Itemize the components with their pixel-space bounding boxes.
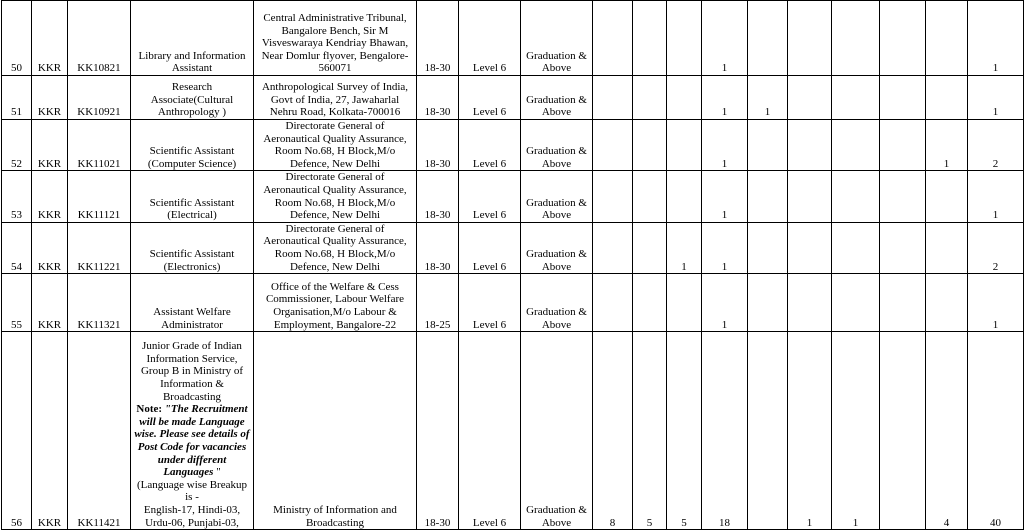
vacancy-col-2: 5 — [633, 332, 667, 530]
region: KKR — [32, 1, 68, 76]
vacancy-col-6 — [788, 76, 832, 120]
pay-level: Level 6 — [459, 76, 521, 120]
vacancy-col-5 — [748, 222, 788, 273]
vacancy-col-7: 1 — [832, 332, 880, 530]
serial-no: 50 — [2, 1, 32, 76]
serial-no: 54 — [2, 222, 32, 273]
post-code: KK10921 — [68, 76, 131, 120]
vacancy-col-5 — [748, 171, 788, 222]
post-name: Assistant Welfare Administrator — [131, 274, 254, 332]
region: KKR — [32, 171, 68, 222]
vacancy-total: 1 — [968, 76, 1024, 120]
vacancy-col-1 — [593, 76, 633, 120]
vacancy-col-4: 1 — [702, 1, 748, 76]
table-row — [2, 1, 1024, 76]
vacancy-col-7 — [832, 120, 880, 171]
education: Graduation & Above — [521, 274, 593, 332]
education: Graduation & Above — [521, 1, 593, 76]
vacancy-col-4: 1 — [702, 120, 748, 171]
post-name — [131, 332, 254, 530]
office-address: Anthropological Survey of India, Govt of India, 27, Jawaharlal Nehru Road, Kolkata-700016 — [254, 76, 417, 120]
vacancy-col-8 — [880, 76, 926, 120]
vacancy-total: 1 — [968, 274, 1024, 332]
age-limit: 18-30 — [417, 76, 459, 120]
region: KKR — [32, 222, 68, 273]
education: Graduation & Above — [521, 171, 593, 222]
region: KKR — [32, 274, 68, 332]
pay-level: Level 6 — [459, 332, 521, 530]
table-body — [2, 1, 1024, 530]
vacancy-col-4: 18 — [702, 332, 748, 530]
pay-level: Level 6 — [459, 120, 521, 171]
region: KKR — [32, 76, 68, 120]
vacancy-col-8 — [880, 1, 926, 76]
vacancy-col-3 — [667, 1, 702, 76]
pay-level: Level 6 — [459, 222, 521, 273]
vacancy-col-9 — [926, 274, 968, 332]
note-close: " — [216, 466, 221, 479]
vacancy-col-8 — [880, 332, 926, 530]
serial-no: 56 — [2, 332, 32, 530]
vacancy-col-4: 1 — [702, 274, 748, 332]
table-row — [2, 332, 1024, 530]
education: Graduation & Above — [521, 76, 593, 120]
region: KKR — [32, 120, 68, 171]
vacancy-col-3 — [667, 76, 702, 120]
region: KKR — [32, 332, 68, 530]
vacancy-col-1 — [593, 274, 633, 332]
vacancy-total: 2 — [968, 222, 1024, 273]
vacancy-col-9: 1 — [926, 120, 968, 171]
table-row — [2, 171, 1024, 222]
vacancy-col-7 — [832, 274, 880, 332]
vacancy-table — [1, 0, 1024, 530]
vacancy-col-8 — [880, 120, 926, 171]
vacancy-col-6: 1 — [788, 332, 832, 530]
table-row — [2, 76, 1024, 120]
vacancy-col-6 — [788, 1, 832, 76]
table-row — [2, 274, 1024, 332]
vacancy-col-7 — [832, 171, 880, 222]
vacancy-col-1 — [593, 171, 633, 222]
vacancy-col-7 — [832, 1, 880, 76]
vacancy-col-5 — [748, 332, 788, 530]
post-code: KK10821 — [68, 1, 131, 76]
vacancy-col-1: 8 — [593, 332, 633, 530]
vacancy-col-5 — [748, 1, 788, 76]
office-address: Office of the Welfare & Cess Commissioner, Labour Welfare Organisation,M/o Labour & Employment, Bangalore-22 — [254, 274, 417, 332]
serial-no: 53 — [2, 171, 32, 222]
vacancy-col-2 — [633, 76, 667, 120]
vacancy-col-3: 5 — [667, 332, 702, 530]
vacancy-col-2 — [633, 171, 667, 222]
vacancy-col-4: 1 — [702, 76, 748, 120]
vacancy-col-6 — [788, 274, 832, 332]
vacancy-col-4: 1 — [702, 222, 748, 273]
recruitment-note — [134, 403, 249, 478]
vacancy-col-9: 4 — [926, 332, 968, 530]
post-code: KK11421 — [68, 332, 131, 530]
office-address: Directorate General of Aeronautical Quality Assurance, Room No.68, H Block,M/o Defence, New Delhi — [254, 120, 417, 171]
vacancy-col-8 — [880, 222, 926, 273]
age-limit: 18-30 — [417, 1, 459, 76]
vacancy-col-9 — [926, 1, 968, 76]
age-limit: 18-30 — [417, 171, 459, 222]
vacancy-col-9 — [926, 171, 968, 222]
post-name: Scientific Assistant (Electrical) — [131, 171, 254, 222]
education: Graduation & Above — [521, 332, 593, 530]
vacancy-col-2 — [633, 120, 667, 171]
vacancy-col-1 — [593, 222, 633, 273]
vacancy-col-8 — [880, 274, 926, 332]
vacancy-col-2 — [633, 274, 667, 332]
education: Graduation & Above — [521, 120, 593, 171]
vacancy-col-6 — [788, 171, 832, 222]
office-address: Ministry of Information and Broadcasting — [254, 332, 417, 530]
post-code: KK11321 — [68, 274, 131, 332]
pay-level: Level 6 — [459, 1, 521, 76]
vacancy-total: 2 — [968, 120, 1024, 171]
vacancy-col-3: 1 — [667, 222, 702, 273]
vacancy-col-6 — [788, 222, 832, 273]
vacancy-col-2 — [633, 1, 667, 76]
vacancy-col-3 — [667, 171, 702, 222]
vacancy-total: 1 — [968, 171, 1024, 222]
office-address: Central Administrative Tribunal, Bangalore Bench, Sir M Visveswaraya Kendriay Bhawan, Near Domlur flyover, Bengalore- 560071 — [254, 1, 417, 76]
serial-no: 51 — [2, 76, 32, 120]
table-row — [2, 120, 1024, 171]
age-limit: 18-30 — [417, 120, 459, 171]
vacancy-col-4: 1 — [702, 171, 748, 222]
breakup-intro: (Language wise Breakup is - — [137, 478, 247, 504]
post-name: Library and Information Assistant — [131, 1, 254, 76]
serial-no: 52 — [2, 120, 32, 171]
vacancy-col-9 — [926, 76, 968, 120]
vacancy-total: 40 — [968, 332, 1024, 530]
vacancy-col-7 — [832, 76, 880, 120]
vacancy-col-1 — [593, 1, 633, 76]
vacancy-col-2 — [633, 222, 667, 273]
post-code: KK11021 — [68, 120, 131, 171]
vacancy-col-6 — [788, 120, 832, 171]
vacancy-col-1 — [593, 120, 633, 171]
vacancy-col-3 — [667, 120, 702, 171]
note-text: "The Recruitment will be made Language wise. Please see details of Post Code for vacancies under different Languages — [134, 403, 250, 479]
education: Graduation & Above — [521, 222, 593, 273]
vacancy-col-5: 1 — [748, 76, 788, 120]
vacancy-col-8 — [880, 171, 926, 222]
table-row — [2, 222, 1024, 273]
vacancy-col-7 — [832, 222, 880, 273]
post-name: Scientific Assistant (Computer Science) — [131, 120, 254, 171]
office-address: Directorate General of Aeronautical Quality Assurance, Room No.68, H Block,M/o Defence, New Delhi — [254, 222, 417, 273]
breakup-list: English-17, Hindi-03, Urdu-06, Punjabi-03, — [143, 503, 241, 529]
post-code: KK11121 — [68, 171, 131, 222]
post-code: KK11221 — [68, 222, 131, 273]
post-intro: Junior Grade of Indian Information Service, Group B in Ministry of Information & Broadcasting — [140, 340, 244, 403]
vacancy-col-3 — [667, 274, 702, 332]
age-limit: 18-25 — [417, 274, 459, 332]
age-limit: 18-30 — [417, 332, 459, 530]
vacancy-col-5 — [748, 120, 788, 171]
pay-level: Level 6 — [459, 274, 521, 332]
pay-level: Level 6 — [459, 171, 521, 222]
vacancy-col-9 — [926, 222, 968, 273]
office-address: Directorate General of Aeronautical Quality Assurance, Room No.68, H Block,M/o Defence, New Delhi — [254, 171, 417, 222]
age-limit: 18-30 — [417, 222, 459, 273]
post-name: Research Associate(Cultural Anthropology ) — [131, 76, 254, 120]
vacancy-total: 1 — [968, 1, 1024, 76]
serial-no: 55 — [2, 274, 32, 332]
post-name: Scientific Assistant (Electronics) — [131, 222, 254, 273]
note-label: Note: — [136, 403, 163, 416]
vacancy-col-5 — [748, 274, 788, 332]
